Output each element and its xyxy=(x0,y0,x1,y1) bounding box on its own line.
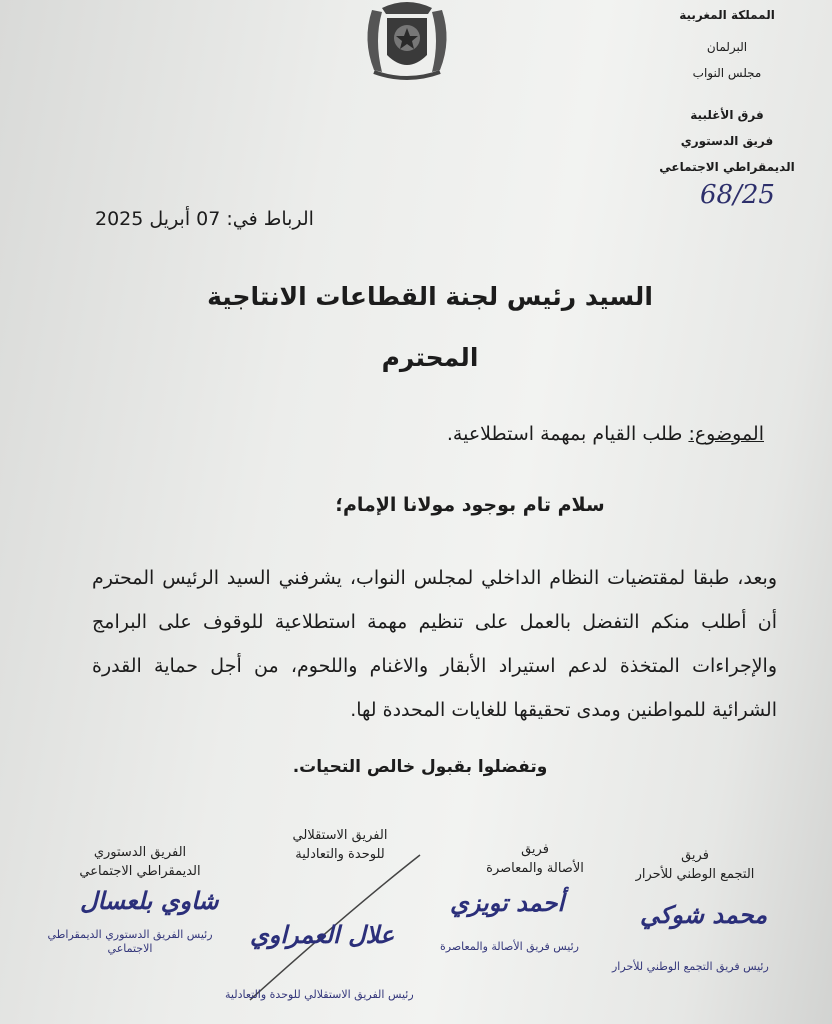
header-house: مجلس النواب xyxy=(692,66,762,80)
closing: وتفضلوا بقبول خالص التحيات. xyxy=(292,757,548,777)
honorific: المحترم xyxy=(381,343,479,372)
signature-rni: محمد شوكي xyxy=(640,900,768,929)
signatory-title-uc: رئيس الفريق الدستوري الديمقراطي الاجتماعي xyxy=(47,928,213,955)
group-name: التجمع الوطني للأحرار xyxy=(635,867,755,882)
signature-pam: أحمد تويزي xyxy=(450,888,565,917)
header-group-name-2: الديمقراطي الاجتماعي xyxy=(659,160,795,174)
greeting: سلام تام بوجود مولانا الإمام؛ xyxy=(335,494,605,516)
header-group-name: فريق الدستوري xyxy=(680,134,774,148)
group-name: الأصالة والمعاصرة xyxy=(486,861,584,876)
group-name: الديمقراطي الاجتماعي xyxy=(79,864,201,879)
signatory-title-pam: رئيس فريق الأصالة والمعاصرة xyxy=(440,940,579,953)
group-label: فريق xyxy=(521,842,549,857)
group-label: الفريق الاستقلالي xyxy=(292,828,388,843)
subject-text: طلب القيام بمهمة استطلاعية. xyxy=(446,423,689,445)
subject-label: الموضوع: xyxy=(688,423,764,445)
letter-body: وبعد، طبقا لمقتضيات النظام الداخلي لمجلس النواب، يشرفني السيد الرئيس المحترم أن أطلب منكم التفضل بالعمل على تنظيم مهمة استطلاعية للوقوف على البرامج والإجراءات المتخذة لدعم استيراد الأبقار والاغنام واللحوم، من أجل حماية القدرة الشرائية للمواطنين ومدى تحقيقها للغايات المحددة لها. xyxy=(92,567,777,721)
signature-uc: شاوي بلعسال xyxy=(80,886,219,915)
letter-date: الرباط في: 07 أبريل 2025 xyxy=(95,208,314,230)
addressee: السيد رئيس لجنة القطاعات الانتاجية xyxy=(207,282,653,311)
signatory-group-rni xyxy=(620,846,770,884)
emblem-of-morocco xyxy=(352,0,462,82)
signature-istiqlal: علال العمراوي xyxy=(250,920,395,949)
signatory-title-rni: رئيس فريق التجمع الوطني للأحرار xyxy=(612,960,769,973)
subject-line xyxy=(447,423,764,445)
group-label: الفريق الدستوري xyxy=(93,845,187,860)
header-majority-groups: فرق الأغلبية xyxy=(690,108,764,122)
reference-number: 68/25 xyxy=(700,180,775,210)
signatory-group-pam xyxy=(470,840,600,878)
signatory-title-istiqlal: رئيس الفريق الاستقلالي للوحدة والتعادلية xyxy=(225,988,414,1001)
group-name: للوحدة والتعادلية xyxy=(295,847,385,862)
group-label: فريق xyxy=(681,848,709,863)
header-parliament: البرلمان xyxy=(706,40,748,54)
signatory-group-uc xyxy=(70,843,210,881)
header-kingdom: المملكة المغربية xyxy=(679,8,775,22)
